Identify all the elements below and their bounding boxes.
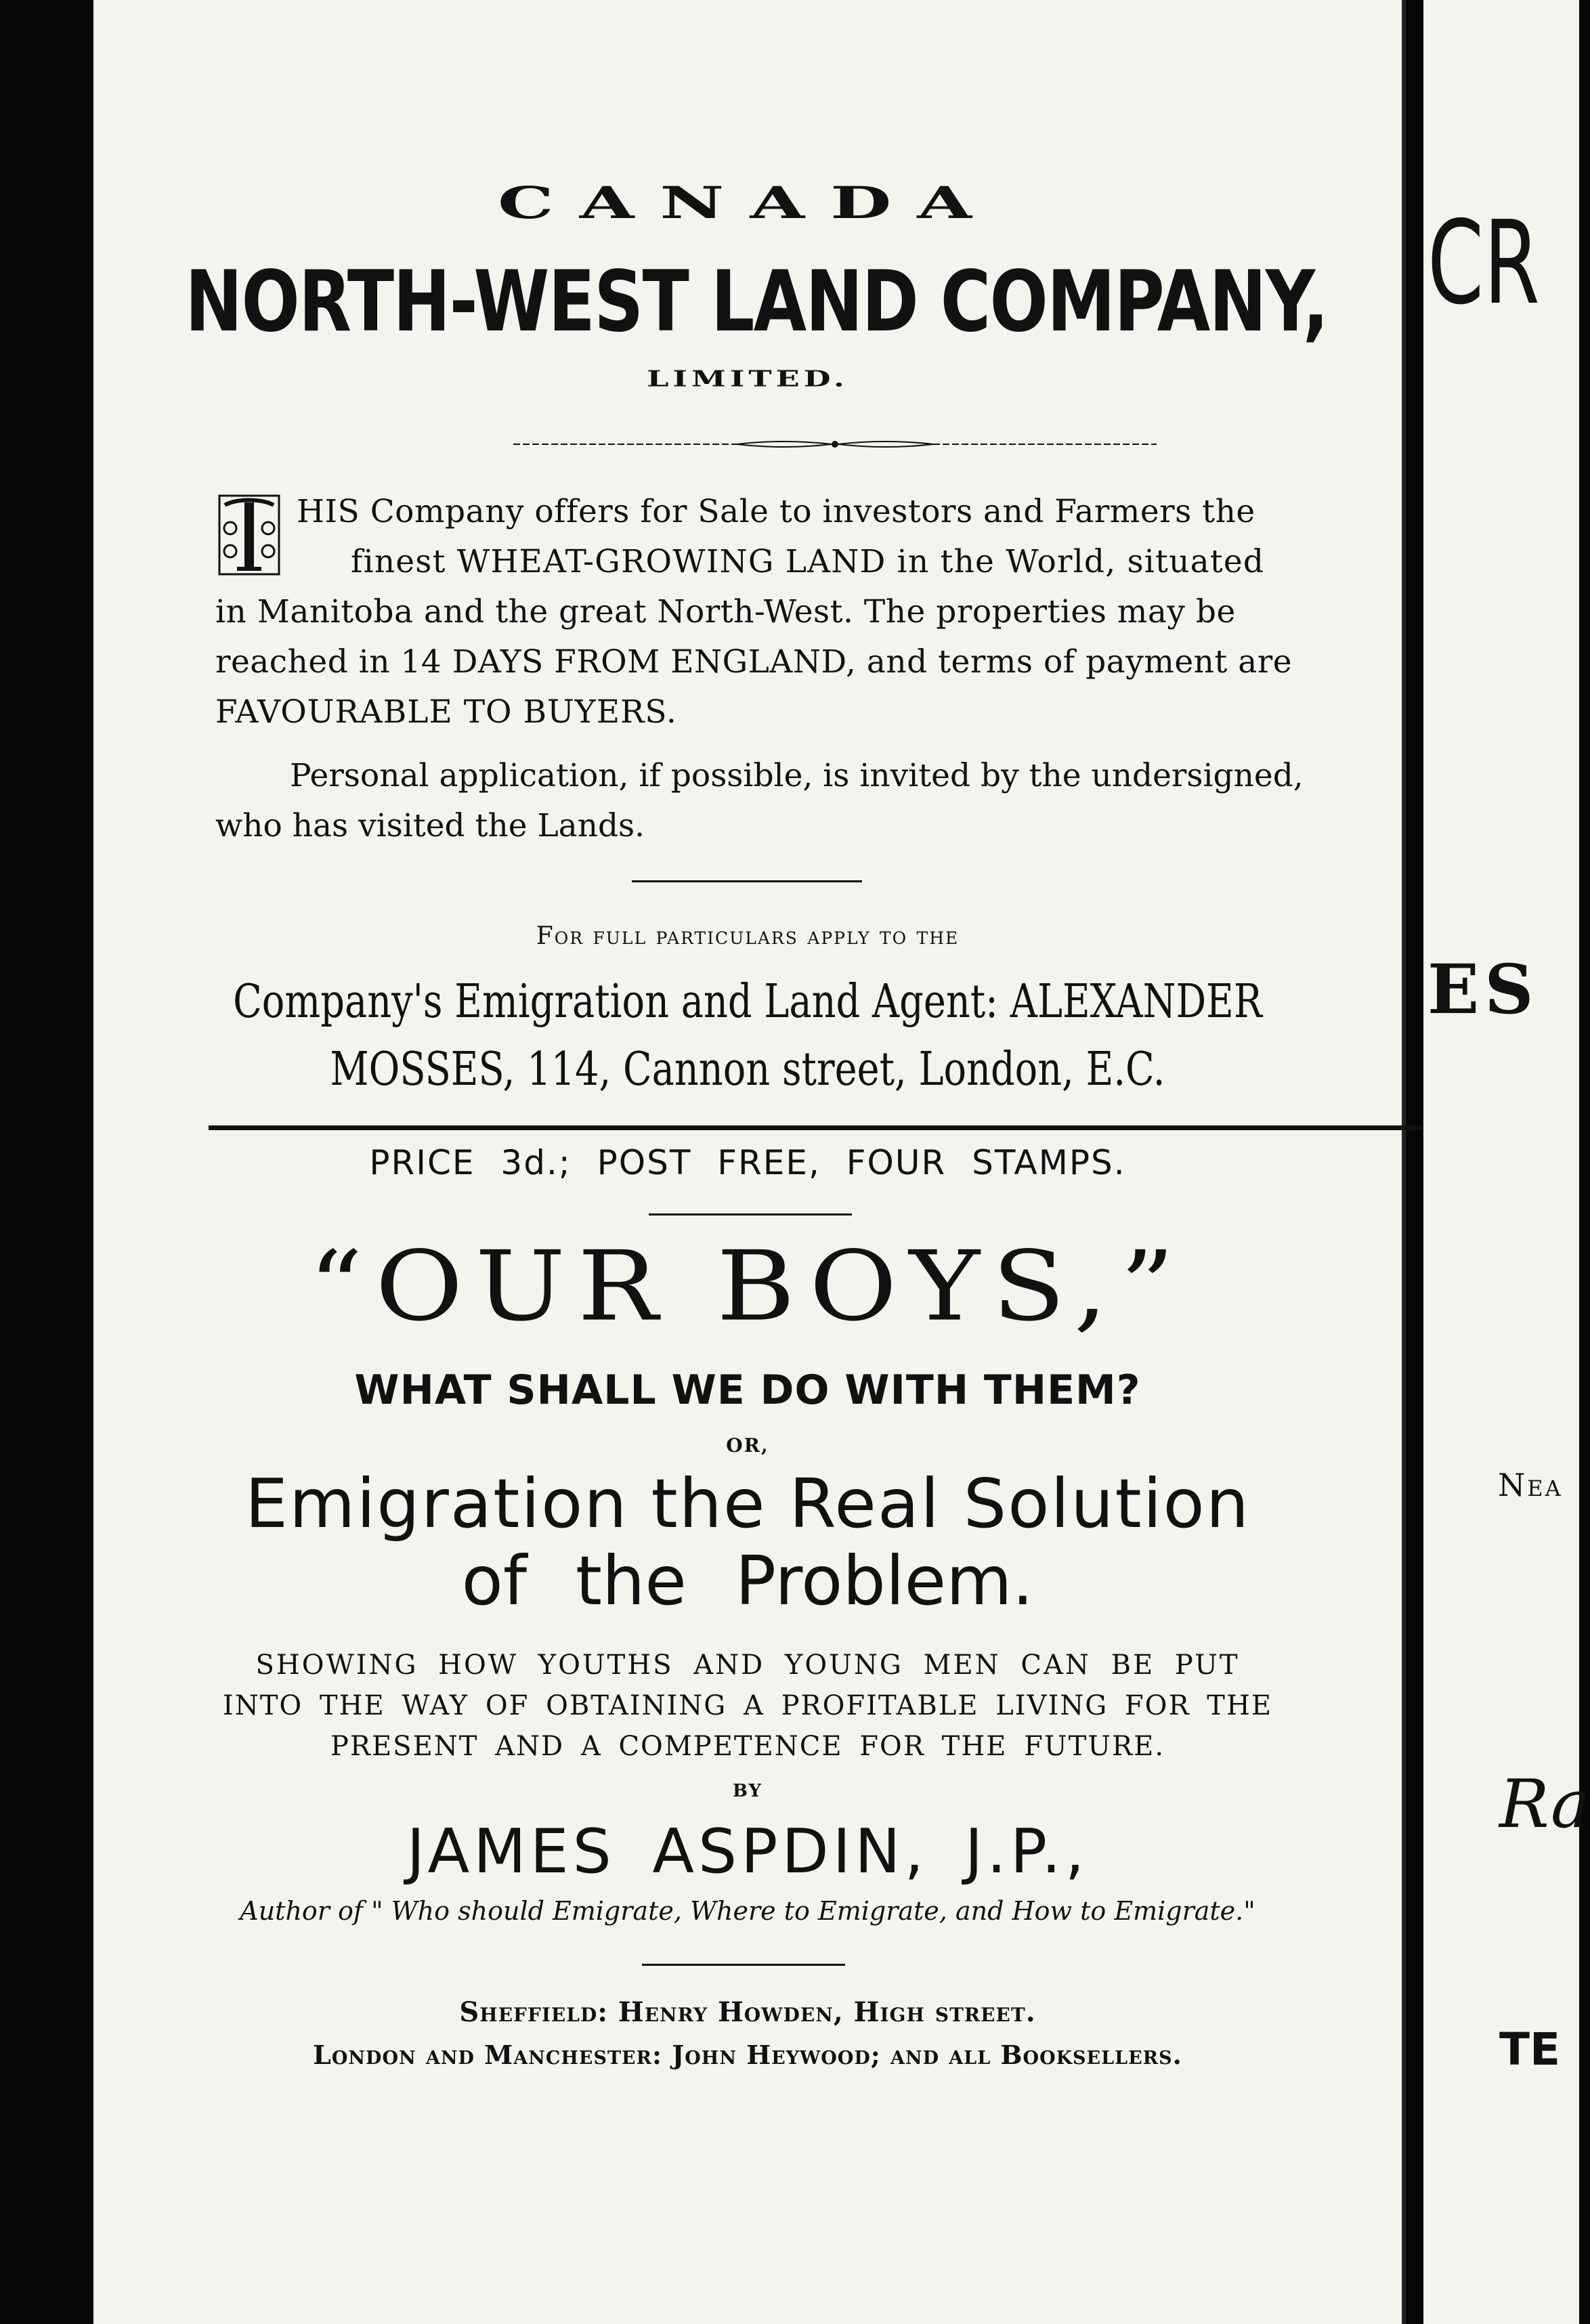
by-label: BY (732, 1781, 763, 1801)
fragment-cr: CR (1427, 196, 1540, 330)
particulars-line: For full particulars apply to the (536, 922, 960, 950)
author-note: Author of " Who should Emigrate, Where to Emigrate, and How to Emigrate." (240, 1896, 1255, 1926)
ornamental-rule (513, 439, 1157, 450)
para2-line1: Personal application, if possible, is invited by the undersigned, (290, 757, 1304, 794)
para1-line1: HIS Company offers for Sale to investors and Farmers the (297, 493, 1255, 530)
para1-line4: reached in 14 DAYS FROM ENGLAND, and terms of payment are (215, 643, 1293, 681)
para2-line2: who has visited the Lands. (215, 807, 645, 844)
or-label: OR, (726, 1434, 769, 1457)
short-rule-3 (642, 1964, 845, 1966)
page-edge-line (1402, 0, 1406, 2324)
para1-line5: FAVOURABLE TO BUYERS. (215, 693, 677, 731)
right-page-fragment (1423, 0, 1590, 2324)
canada-heading: CANADA (497, 177, 998, 229)
price-line: PRICE 3d.; POST FREE, FOUR STAMPS. (369, 1143, 1126, 1182)
dropcap-t (215, 493, 283, 577)
desc-line2: INTO THE WAY OF OBTAINING A PROFITABLE LIVING FOR THE (222, 1690, 1273, 1721)
gutter-line (1417, 0, 1421, 2324)
desc-line1: SHOWING HOW YOUTHS AND YOUNG MEN CAN BE PUT (255, 1650, 1240, 1681)
our-boys-title: “OUR BOYS,” (308, 1230, 1187, 1343)
publisher-sheffield: Sheffield: Henry Howden, High street. (459, 1996, 1036, 2028)
left-page (93, 0, 1402, 2324)
headline-line2: of the Problem. (461, 1541, 1034, 1620)
agent-line1: Company's Emigration and Land Agent: ALEXANDER (233, 975, 1262, 1029)
limited-label: LIMITED. (647, 365, 848, 392)
para1-line3: in Manitoba and the great North-West. The properties may be (215, 593, 1236, 630)
short-rule-2 (649, 1213, 852, 1215)
publisher-london: London and Manchester: John Heywood; and all Booksellers. (313, 2040, 1182, 2070)
para1-line2: finest WHEAT-GROWING LAND in the World, situated (351, 543, 1265, 580)
thick-divider (209, 1125, 1442, 1130)
short-rule-1 (632, 880, 862, 882)
company-name: NORTH-WEST LAND COMPANY, (185, 252, 1328, 351)
agent-line2: MOSSES, 114, Cannon street, London, E.C. (330, 1043, 1165, 1096)
author-name: JAMES ASPDIN, J.P., (406, 1816, 1089, 1887)
what-shall-we-do-subtitle: WHAT SHALL WE DO WITH THEM? (354, 1367, 1141, 1414)
desc-line3: PRESENT AND A COMPETENCE FOR THE FUTURE. (330, 1731, 1165, 1762)
fragment-nea: Nea (1498, 1467, 1563, 1503)
headline-line1: Emigration the Real Solution (244, 1464, 1251, 1543)
fragment-es: ES (1427, 949, 1539, 1029)
fragment-te: TE (1499, 2023, 1561, 2075)
fragment-ra: Ra (1499, 1766, 1590, 1843)
